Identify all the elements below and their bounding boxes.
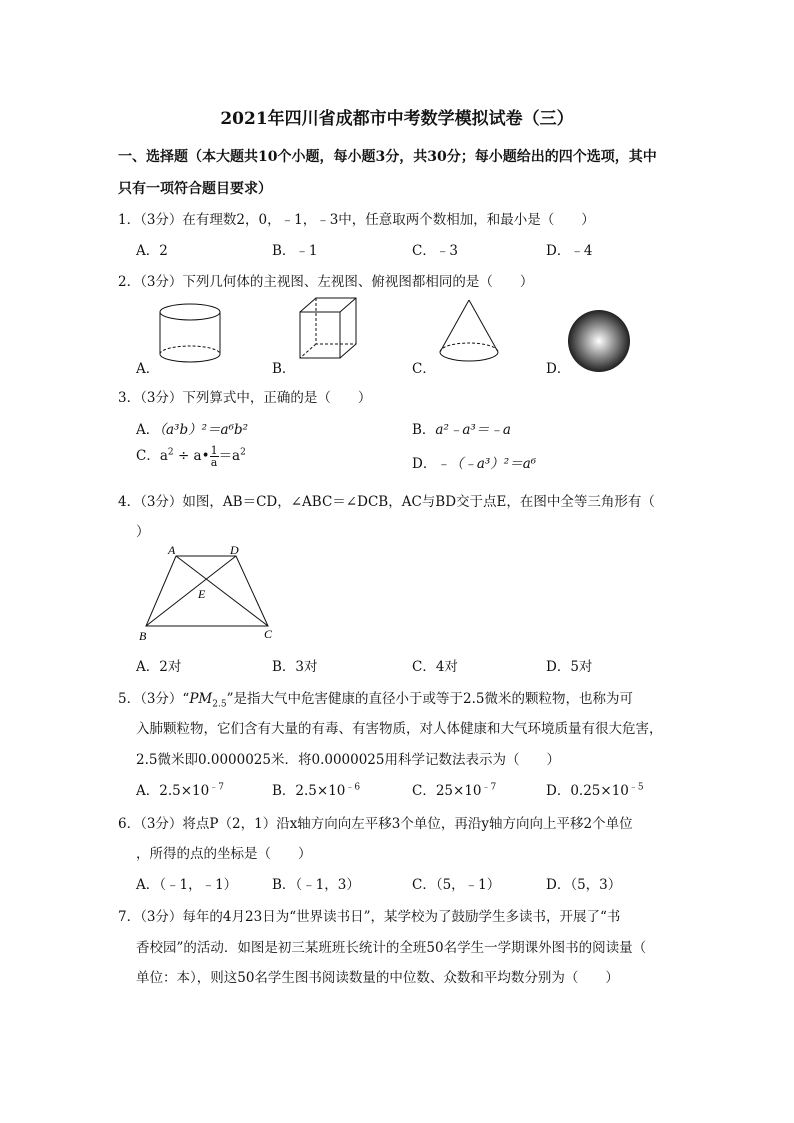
label-a: A (168, 543, 176, 557)
q2-option-b: B． (272, 361, 296, 377)
question-5-line1 (118, 687, 633, 710)
q5-option-d-base: D．0.25×10 (546, 783, 629, 799)
q4-option-a: A．2对 (136, 659, 182, 675)
q5-option-c-base: C．25×10 (412, 783, 482, 799)
q3-option-a-expr: （a³b）²＝a⁶b² (159, 422, 249, 438)
q4-option-c: C．4对 (412, 659, 458, 675)
q5-option-a-base: A．2.5×10 (136, 783, 210, 799)
q5-option-a-exp: ﹣7 (209, 782, 224, 793)
cylinder-icon (150, 300, 230, 366)
q3-option-a (136, 418, 248, 438)
q2-option-c: C． (412, 361, 436, 377)
question-7-line1: 7．（3分）每年的4月23日为“世界读书日”，某学校为了鼓励学生多读书，开展了“书 (118, 909, 621, 925)
q3-option-c-fraction (210, 445, 219, 468)
question-4-stem-line2: ） (136, 524, 150, 540)
q3-option-d (412, 452, 536, 472)
q3-option-c-numerator: 1 (210, 444, 218, 457)
q5-pm-sub: 2.5 (212, 699, 227, 710)
q5-option-d-exp: ﹣5 (628, 782, 644, 793)
question-5-line2: 入肺颗粒物，它们含有大量的有毒、有害物质，对人体健康和大气环境质量有很大危害， (136, 721, 663, 737)
q4-option-d: D．5对 (546, 659, 593, 675)
q3-option-c-exp: 2 (167, 447, 174, 458)
question-6-line1: 6．（3分）将点P（2，1）沿x轴方向向左平移3个单位，再沿y轴方向向上平移2个单位 (118, 816, 633, 832)
q2-option-d: D． (546, 361, 571, 377)
q3-option-b-expr: a²﹣a³＝﹣a (435, 422, 511, 438)
q6-option-b: B．（﹣1，3） (272, 877, 360, 893)
label-c: C (264, 627, 273, 641)
q5-option-a (136, 779, 224, 799)
section-heading-line1: 一、选择题（本大题共10个小题，每小题3分，共30分；每小题给出的四个选项，其中 (118, 149, 657, 165)
q5-line1-pre: 5．（3分）“ (118, 691, 190, 707)
q3-option-c-div: ÷ a (177, 448, 202, 464)
q6-option-d: D．（5，3） (546, 877, 622, 893)
question-6-line2: ，所得的点的坐标是（ ） (136, 846, 312, 862)
q3-option-c: C．$a^2$ ÷ a• $\frac{1}{a}$ $=a^2$ (136, 444, 246, 469)
q5-option-b-base: B．2.5×10 (272, 783, 346, 799)
q3-option-b (412, 418, 511, 438)
label-e: E (198, 587, 206, 601)
question-5-line3: 2.5微米即0.0000025米．将0.0000025用科学记数法表示为（ ） (136, 752, 560, 768)
q1-option-b: B．﹣1 (272, 243, 318, 259)
q5-option-c-exp: ﹣7 (481, 782, 497, 793)
q3-option-d-label: D． (412, 456, 437, 472)
cone-icon (434, 296, 504, 368)
q3-option-c-result-exp: 2 (240, 447, 246, 458)
label-d: D (230, 543, 239, 557)
question-3-stem: 3．（3分）下列算式中，正确的是（ ） (118, 390, 372, 406)
page-title: 2021年四川省成都市中考数学模拟试卷（三） (220, 109, 574, 129)
question-1-stem: 1．（3分）在有理数2，0，﹣1，﹣3中，任意取两个数相加，和最小是（ ） (118, 212, 595, 228)
question-4-stem-line1: 4．（3分）如图，AB＝CD，∠ABC＝∠DCB，AC与BD交于点E，在图中全等三角形有（ (118, 494, 655, 510)
q5-pm: PM (189, 691, 213, 707)
q1-option-a: A．2 (136, 243, 168, 259)
q3-option-b-label: B． (412, 422, 436, 438)
q1-option-d: D．﹣4 (546, 243, 593, 259)
q6-option-a: A．（﹣1，﹣1） (136, 877, 238, 893)
q3-option-a-label: A． (136, 422, 160, 438)
trapezoid-figure (136, 542, 286, 646)
q3-option-d-expr: ﹣（﹣a³）²＝a⁶ (436, 456, 537, 472)
q3-option-c-base: a (159, 448, 168, 464)
question-7-line3: 单位：本），则这50名学生图书阅读数量的中位数、众数和平均数分别为（ ） (136, 970, 619, 986)
question-7-line2: 香校园”的活动．如图是初三某班班长统计的全班50名学生一学期课外图书的阅读量（ (136, 940, 647, 956)
q2-option-a: A． (136, 361, 160, 377)
q3-option-c-denominator: a (210, 456, 218, 469)
q3-option-c-result: ＝a (218, 448, 241, 464)
q5-option-d (546, 779, 644, 799)
q5-option-b-exp: ﹣6 (345, 782, 361, 793)
cube-icon (292, 294, 362, 366)
q5-option-c (412, 779, 496, 799)
q3-option-c-label: C． (136, 448, 160, 464)
sphere-icon (566, 308, 632, 374)
q5-option-b (272, 779, 360, 799)
q4-option-b: B．3对 (272, 659, 318, 675)
label-b: B (139, 629, 147, 643)
q5-line1-post: ”是指大气中危害健康的直径小于或等于2.5微米的颗粒物，也称为可 (226, 691, 633, 707)
section-heading-line2: 只有一项符合题目要求） (118, 181, 272, 197)
q1-option-c: C．﹣3 (412, 243, 458, 259)
question-2-stem: 2．（3分）下列几何体的主视图、左视图、俯视图都相同的是（ ） (118, 274, 534, 290)
q6-option-c: C．（5，﹣1） (412, 877, 501, 893)
